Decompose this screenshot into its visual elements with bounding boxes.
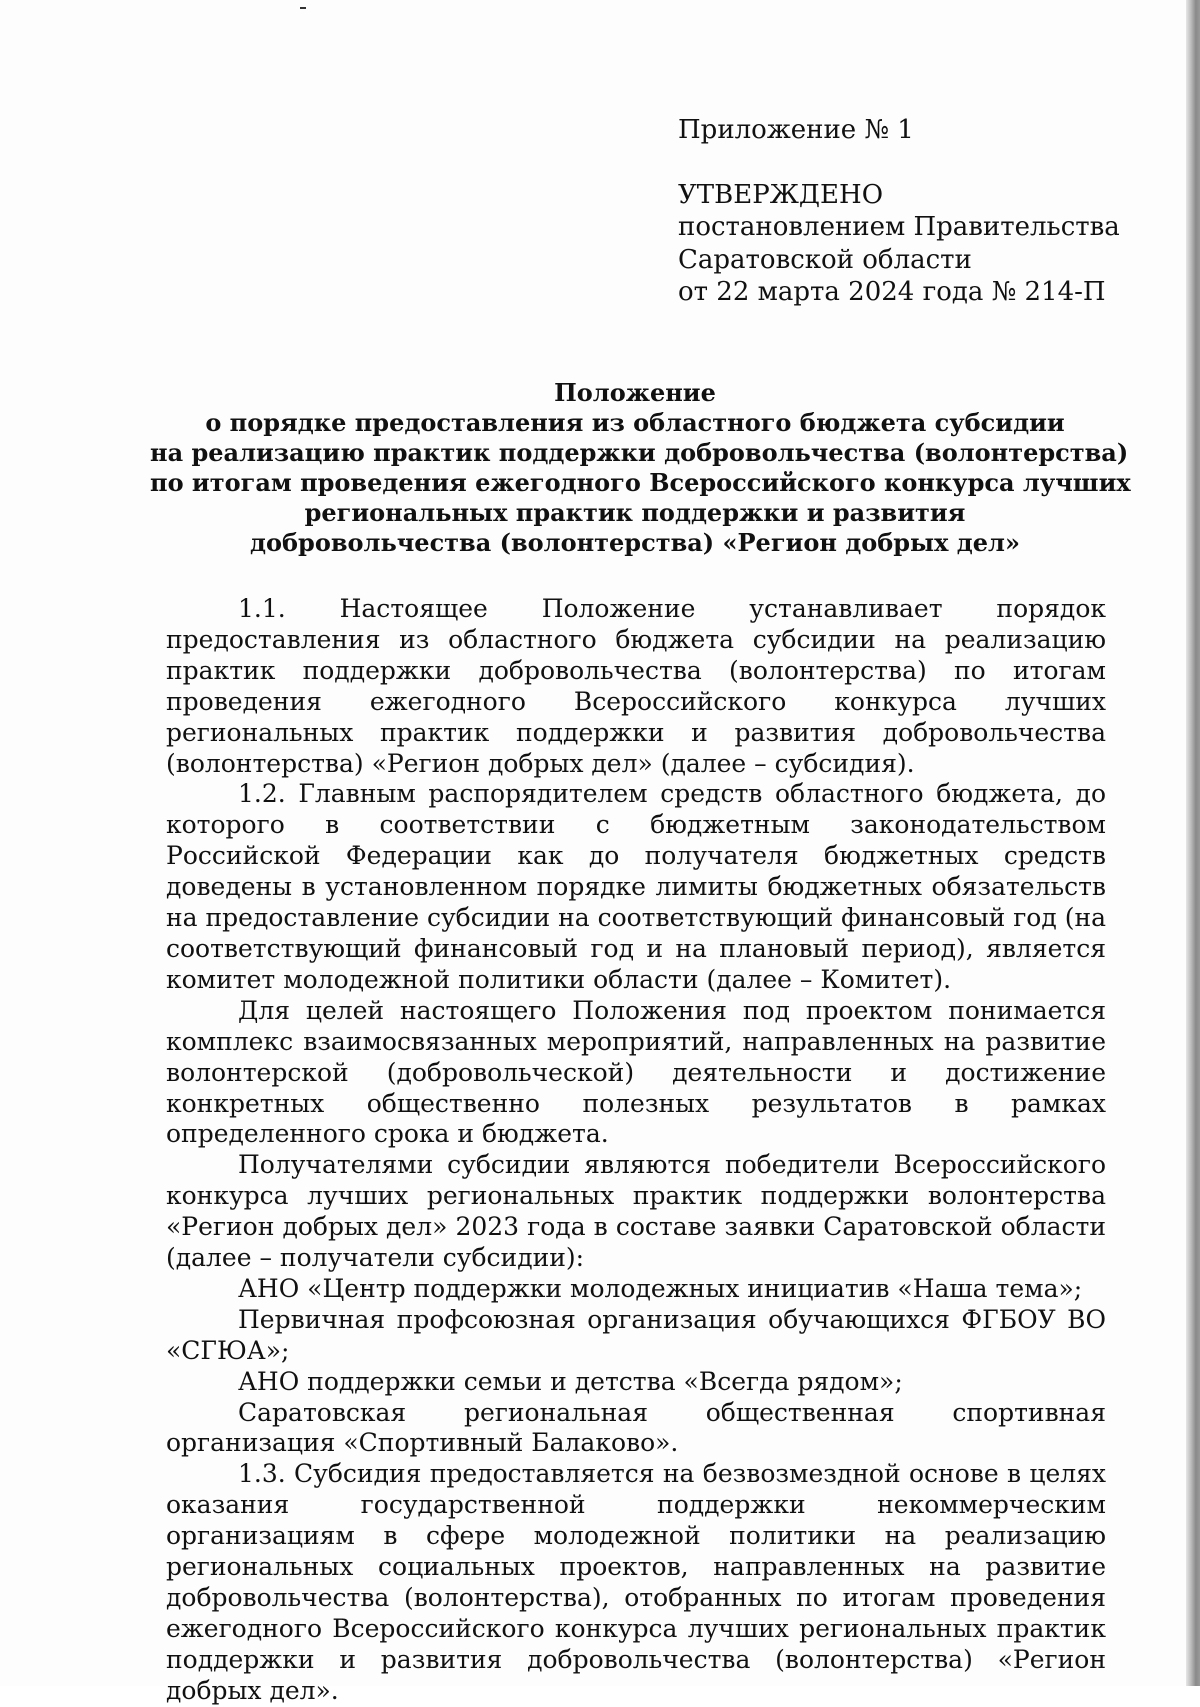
recipient-item: АНО «Центр поддержки молодежных инициатив «Наша тема»; <box>238 1273 1083 1303</box>
title-line: на реализацию практик поддержки добровольчества (волонтерства) <box>150 438 1129 467</box>
scan-speck <box>300 7 306 9</box>
title-line: региональных практик поддержки и развития <box>304 498 966 527</box>
approval-block <box>678 114 1148 309</box>
paragraph-project-definition: Для целей настоящего Положения под проектом понимается комплекс взаимосвязанных мероприятий, направленных на развитие волонтерской (добровольческой) деятельности и достижение конкретных общественно полезных результатов в рамках определенного срока и бюджета. <box>166 995 1106 1149</box>
approved-label: УТВЕРЖДЕНО <box>678 179 884 210</box>
title-line: добровольчества (волонтерства) «Регион добрых дел» <box>250 528 1020 557</box>
document-body <box>166 594 1106 1707</box>
recipient-item: Первичная профсоюзная организация обучающихся ФГБОУ ВО «СГЮА»; <box>166 1304 1106 1365</box>
approval-line-3: от 22 марта 2024 года № 214-П <box>678 277 1106 307</box>
annex-label: Приложение № 1 <box>678 115 914 145</box>
approval-line-1: постановлением Правительства <box>678 212 1120 242</box>
approval-line-2: Саратовской области <box>678 244 972 275</box>
recipient-item: Саратовская региональная общественная спортивная организация «Спортивный Балаково». <box>166 1397 1106 1458</box>
recipient-item: АНО поддержки семьи и детства «Всегда рядом»; <box>238 1366 903 1396</box>
paragraph-1-3: 1.3. Субсидия предоставляется на безвозмездной основе в целях оказания государственной поддержки некоммерческим организациям в сфере молодежной политики на реализацию региональных социальных проектов, направленных на развитие добровольчества (волонтерства), отобранных по итогам проведения ежегодного Всероссийского конкурса лучших региональных практик поддержки и развития добровольчества (волонтерства) «Регион добрых дел». <box>166 1459 1106 1705</box>
paragraph-1-2: 1.2. Главным распорядителем средств областного бюджета, до которого в соответствии с бюджетным законодательством Российской Федерации как до получателя бюджетных средств доведены в установленном порядке лимиты бюджетных обязательств на предоставление субсидии на соответствующий финансовый год (на соответствующий финансовый год и на плановый период), является комитет молодежной политики области (далее – Комитет). <box>166 779 1107 994</box>
title-line: Положение <box>554 378 716 407</box>
paragraph-recipients: Получателями субсидии являются победители Всероссийского конкурса лучших региональных практик поддержки волонтерства «Регион добрых дел» 2023 года в составе заявки Саратовской области (далее – получатели субсидии): <box>166 1150 1106 1273</box>
title-line: о порядке предоставления из областного бюджета субсидии <box>205 408 1065 437</box>
document-title <box>150 378 1131 558</box>
scan-edge-shadow <box>1186 0 1200 1686</box>
paragraph-1-1: 1.1. Настоящее Положение устанавливает порядок предоставления из областного бюджета субсидии на реализацию практик поддержки добровольчества (волонтерства) по итогам проведения ежегодного Всероссийского конкурса лучших региональных практик поддержки и развития добровольчества (волонтерства) «Регион добрых дел» (далее – субсидия). <box>166 594 1106 778</box>
title-line: по итогам проведения ежегодного Всероссийского конкурса лучших <box>150 468 1131 497</box>
